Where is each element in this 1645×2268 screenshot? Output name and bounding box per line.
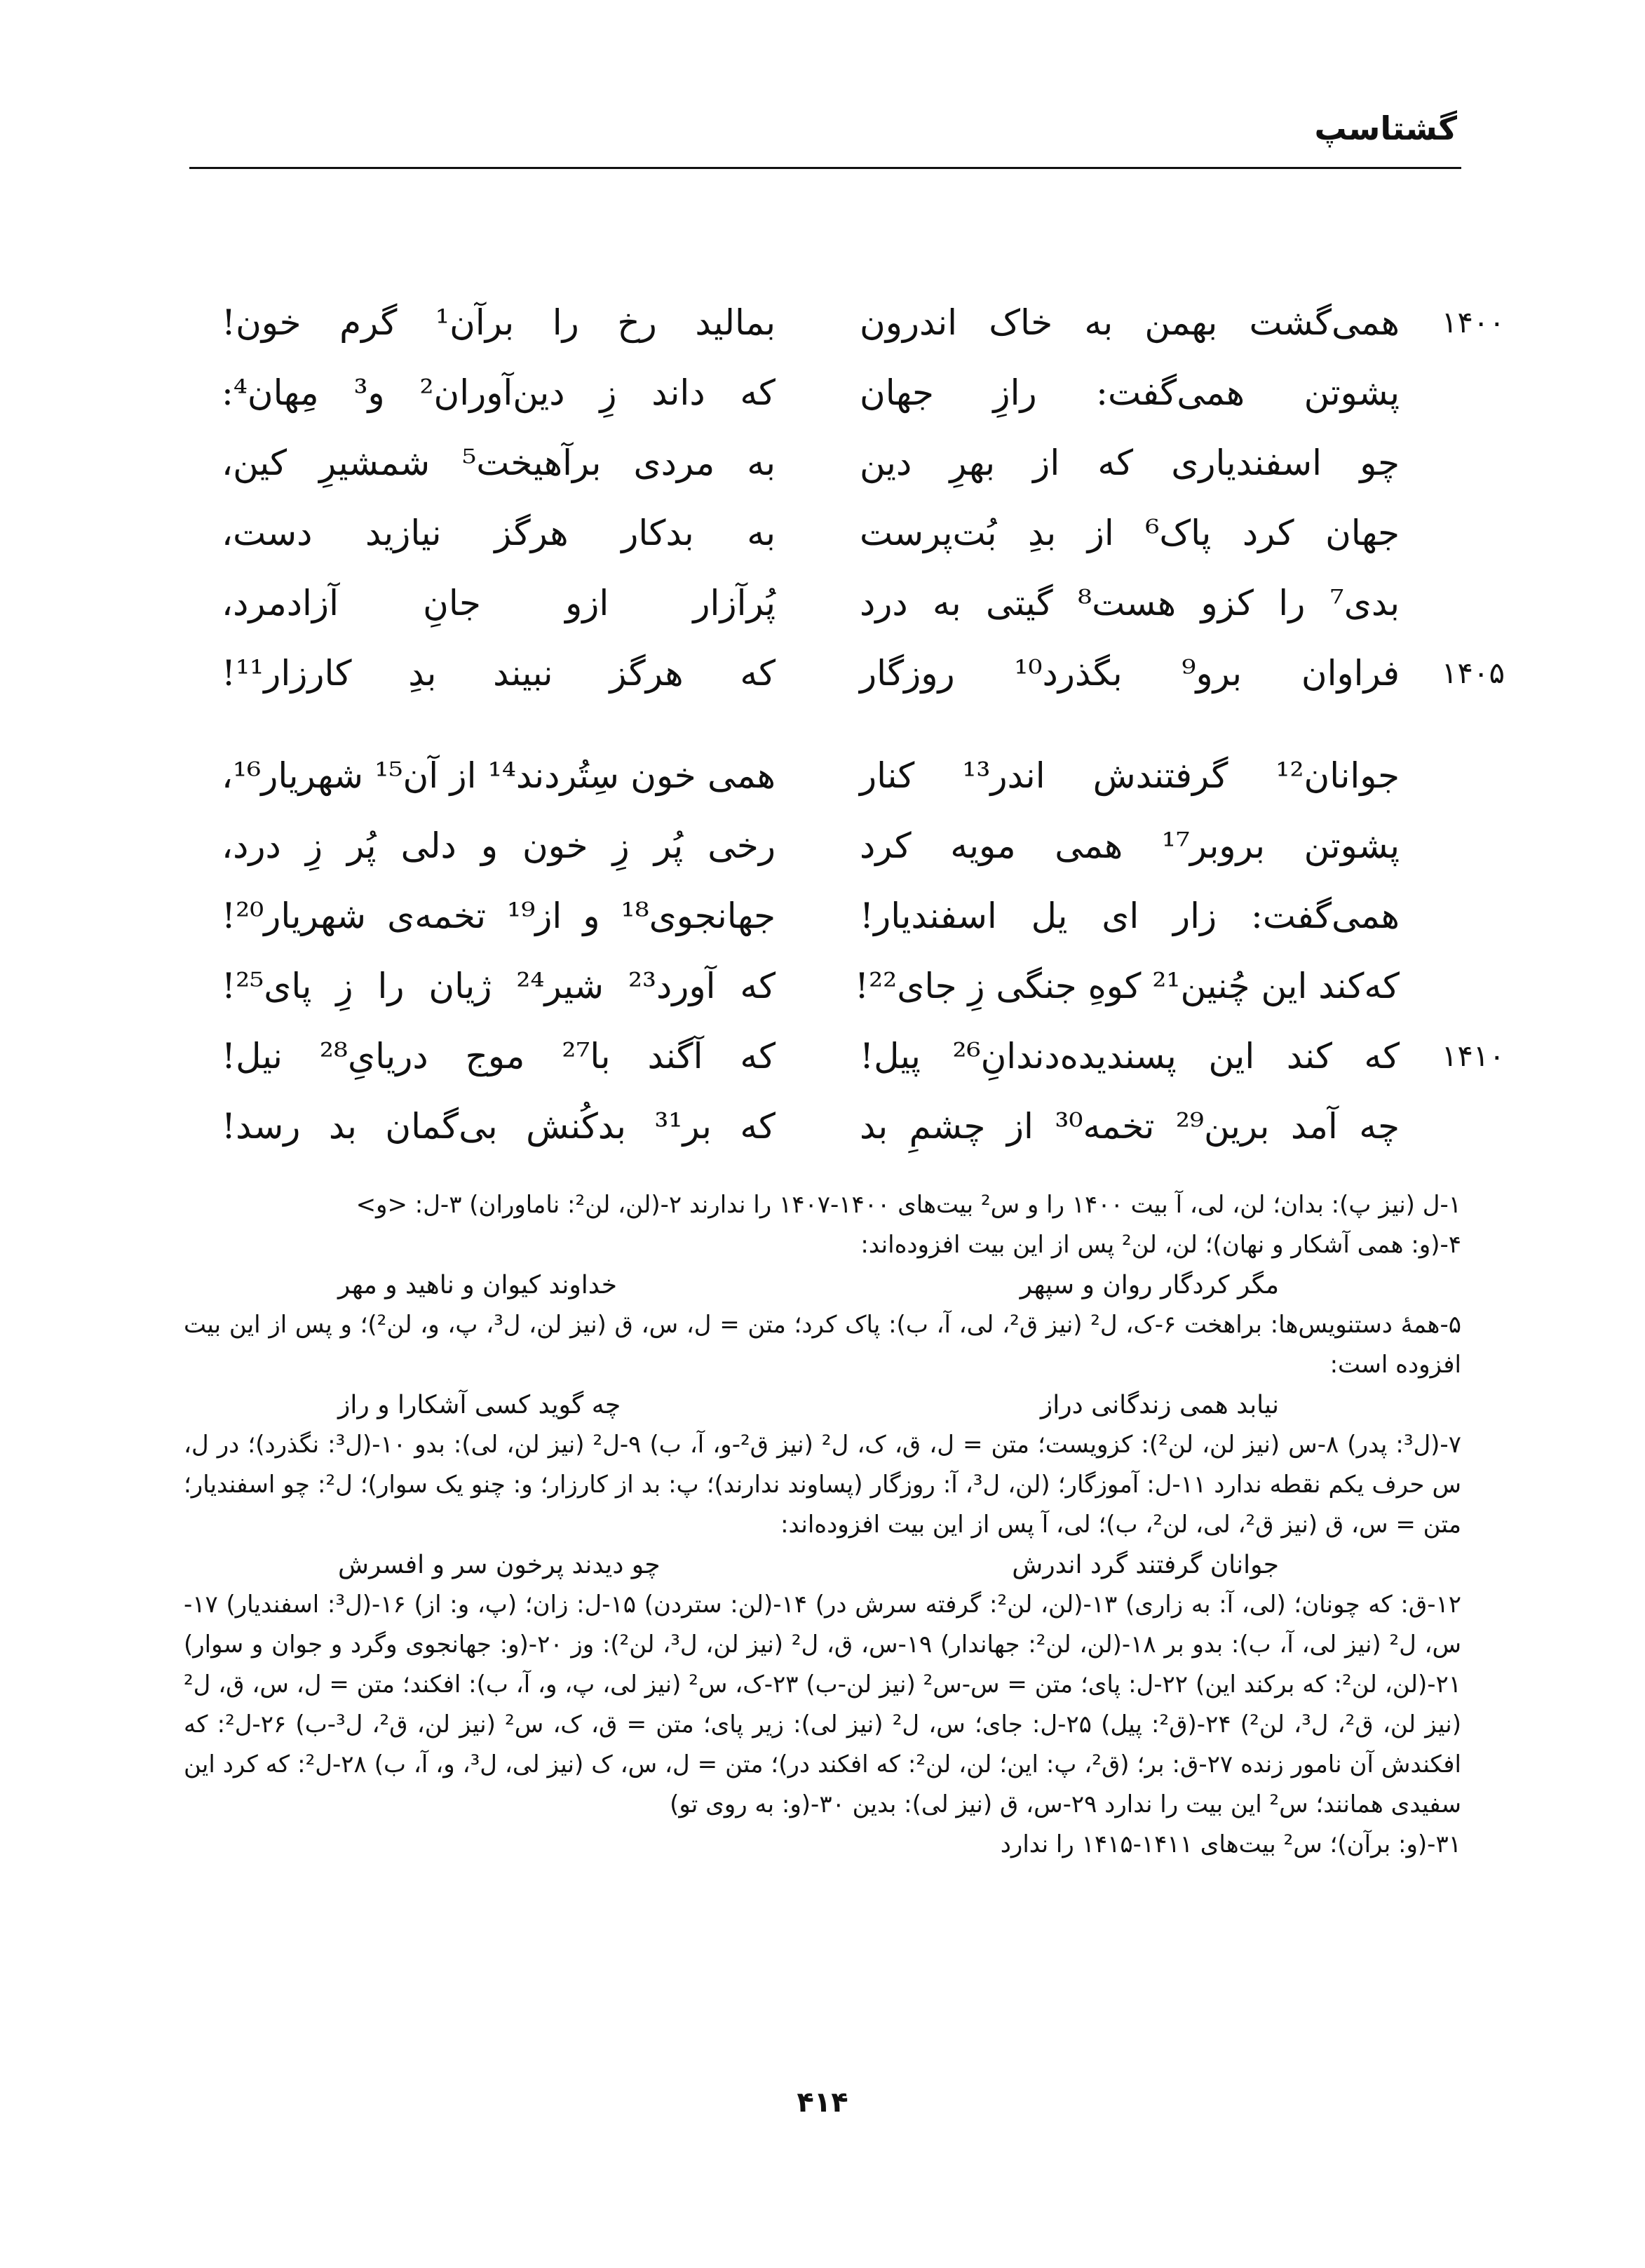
- first-hemistich: همی‌گفت: زار ای یل اسفندیار!: [860, 896, 1400, 936]
- added-verse: [184, 1265, 1461, 1305]
- footnotes: [184, 1185, 1461, 1865]
- first-hemistich: چو اسفندیاری که از بهرِ دین: [860, 443, 1400, 483]
- first-hemistich: پشوتن همی‌گفت: رازِ جهان: [860, 372, 1400, 413]
- bayt-number: ۱۴۰۰: [1441, 305, 1505, 339]
- second-hemistich: که آورد²³ شیر²⁴ ژیان را زِ پای²⁵!: [222, 966, 776, 1006]
- first-hemistich: پشوتن بروبر¹⁷ همی مویه کرد: [860, 825, 1400, 866]
- first-hemistich: بدی⁷ را کزو هست⁸ گیتی به درد: [860, 583, 1400, 623]
- second-hemistich: پُرآزار ازو جانِ آزادمرد،: [222, 583, 776, 623]
- second-hemistich: که آگند با²⁷ موج دریایِ²⁸ نیل!: [222, 1036, 776, 1076]
- bayt: [187, 498, 1505, 568]
- bayt-number: ۱۴۰۵: [1441, 656, 1505, 690]
- bayt: [187, 811, 1505, 881]
- bayt: [187, 288, 1505, 358]
- added-verse: [184, 1545, 1461, 1585]
- second-hemistich: به مردی برآهیخت⁵ شمشیرِ کین،: [222, 443, 776, 483]
- added-verse-second-hemistich: خداوند کیوان و ناهید و مهر: [338, 1271, 617, 1300]
- bayt: [187, 1021, 1505, 1091]
- bayt: [187, 1091, 1505, 1161]
- added-verse-second-hemistich: چه گوید کسی آشکارا و راز: [338, 1391, 621, 1419]
- added-verse-first-hemistich: مگر کردگار روان و سپهر: [1020, 1271, 1279, 1300]
- bayt: [187, 428, 1505, 498]
- first-hemistich: جوانان¹² گرفتندش اندر¹³ کنار: [860, 755, 1400, 796]
- added-verse: [184, 1385, 1461, 1425]
- first-hemistich: جهان کرد پاک⁶ از بدِ بُت‌پرست: [860, 513, 1400, 553]
- page-number: ۴۱۴: [797, 2086, 848, 2119]
- second-hemistich: همی خون سِتُردند¹⁴ از آن¹⁵ شهریار¹⁶،: [222, 755, 776, 796]
- second-hemistich: بمالید رخ را برآن¹ گرم خون!: [222, 302, 776, 343]
- first-hemistich: همی‌گشت بهمن به خاک اندرون: [860, 302, 1400, 343]
- bayt: [187, 741, 1505, 811]
- header-rule: [189, 167, 1461, 169]
- added-verse-second-hemistich: چو دیدند پرخون سر و افسرش: [338, 1551, 661, 1579]
- second-hemistich: که هرگز نبیند بدِ کارزار¹¹!: [222, 653, 776, 694]
- footnote-paragraph: ۴-(و: همی آشکار و نهان)؛ لن، لن² پس از این بیت افزوده‌اند:: [860, 1231, 1461, 1259]
- footnote-paragraph: ۳۱-(و: برآن)؛ س² بیت‌های ۱۴۱۱-۱۴۱۵ را ندارد: [1000, 1830, 1461, 1858]
- second-hemistich: به بدکار هرگز نیازید دست،: [222, 513, 776, 553]
- footnote-paragraph: ۵-همهٔ دستنویس‌ها: براهخت ۶-ک، ل² (نیز ق²، لی، آ، ب): پاک کرد؛ متن = ل، س، ق (نیز لن، ل³، پ، و، لن²)؛ و پس از این بیت افزوده است:: [184, 1311, 1462, 1379]
- stanza: [187, 288, 1505, 708]
- added-verse-first-hemistich: نیابد همی زندگانی دراز: [1040, 1391, 1279, 1419]
- stanza: [187, 741, 1505, 1161]
- bayt: [187, 568, 1505, 638]
- second-hemistich: که داند زِ دین‌آوران² و³ مِهان⁴:: [222, 372, 776, 413]
- second-hemistich: که بر³¹ بدکُنش بی‌گمان بد رسد!: [222, 1106, 776, 1147]
- second-hemistich: رخی پُر زِ خون و دلی پُر زِ درد،: [222, 825, 776, 866]
- bayt: [187, 638, 1505, 708]
- bayt-number: ۱۴۱۰: [1441, 1039, 1505, 1073]
- bayt: [187, 951, 1505, 1021]
- added-verse-first-hemistich: جوانان گرفتند گرد اندرش: [1012, 1551, 1279, 1579]
- bayt: [187, 881, 1505, 951]
- footnote-paragraph: ۱-ل (نیز پ): بدان؛ لن، لی، آ بیت ۱۴۰۰ را و س² بیت‌های ۱۴۰۰-۱۴۰۷ را ندارند ۲-(لن، لن²: ناماوران) ۳-ل: <و>: [356, 1191, 1461, 1219]
- running-title: گشتاسپ: [1314, 109, 1457, 147]
- second-hemistich: جهانجوی¹⁸ و از¹⁹ تخمه‌ی شهریار²⁰!: [222, 896, 776, 936]
- first-hemistich: چه آمد برین²⁹ تخمه³⁰ از چشمِ بد: [860, 1106, 1400, 1147]
- first-hemistich: فراوان برو⁹ بگذرد¹⁰ روزگار: [860, 653, 1400, 694]
- first-hemistich: که کند این پسندیده‌دندانِ²⁶ پیل!: [860, 1036, 1400, 1076]
- bayt: [187, 358, 1505, 428]
- verse-block: [187, 288, 1505, 1194]
- footnote-paragraph: ۱۲-ق: که چونان؛ (لی، آ: به زاری) ۱۳-(لن، لن²: گرفته سرش در) ۱۴-(لن: ستردن) ۱۵-ل: زان؛ (پ، و: از) ۱۶-(ل³: اسفندیار) ۱۷-س، ل² (نیز لی، آ، ب): بدو بر ۱۸-(لن، لن²: جهاندار) ۱۹-س، ق، ل² (نیز لن، ل³، لن²): وز ۲۰-(و: جهانجوی وگرد و جوان و سوار) ۲۱-(لن، لن²: که برکند این) ۲۲-ل: پای؛ متن = س-س² (نیز لن-ب) ۲۳-ک، س² (نیز لی، پ، و، آ، ب): افکند؛ متن = ل، س، ق، ل² (نیز لن، ق²، ل³، لن²) ۲۴-(ق²: پیل) ۲۵-ل: جای؛ س، ل² (نیز لی): زیر پای؛ متن = ق، ک، س² (نیز لن، ق²، ل³-ب) ۲۶-ل²: که افکندش آن نامور زنده ۲۷-ق: بر؛ (ق²، پ: این؛ لن، لن²: که افکند در)؛ متن = ل، س، ک (نیز لی، ل³، و، آ، ب) ۲۸-ل²: که کرد این سفیدی همانند؛ س² این بیت را ندارد ۲۹-س، ق (نیز لی): بدین ۳۰-(و: به روی تو): [184, 1591, 1462, 1818]
- footnote-paragraph: ۷-(ل³: پدر) ۸-س (نیز لن، لن²): کزویست؛ متن = ل، ق، ک، ل² (نیز ق²-و، آ، ب) ۹-ل² (نیز لن، لی): بدو ۱۰-(ل³: نگذرد)؛ در ل، س حرف یکم نقطه ندارد ۱۱-ل: آموزگار؛ (لن، ل³، آ: روزگار (پساوند ندارند)؛ پ: بد از کارزار؛ و: چنو یک سوار)؛ ل²: چو اسفندیار؛ متن = س، ق (نیز ق²، لی، لن²، ب)؛ لی، آ پس از این بیت افزوده‌اند:: [184, 1431, 1462, 1539]
- first-hemistich: که‌کند این چُنین²¹ کوهِ جنگی زِ جای²²!: [855, 966, 1400, 1006]
